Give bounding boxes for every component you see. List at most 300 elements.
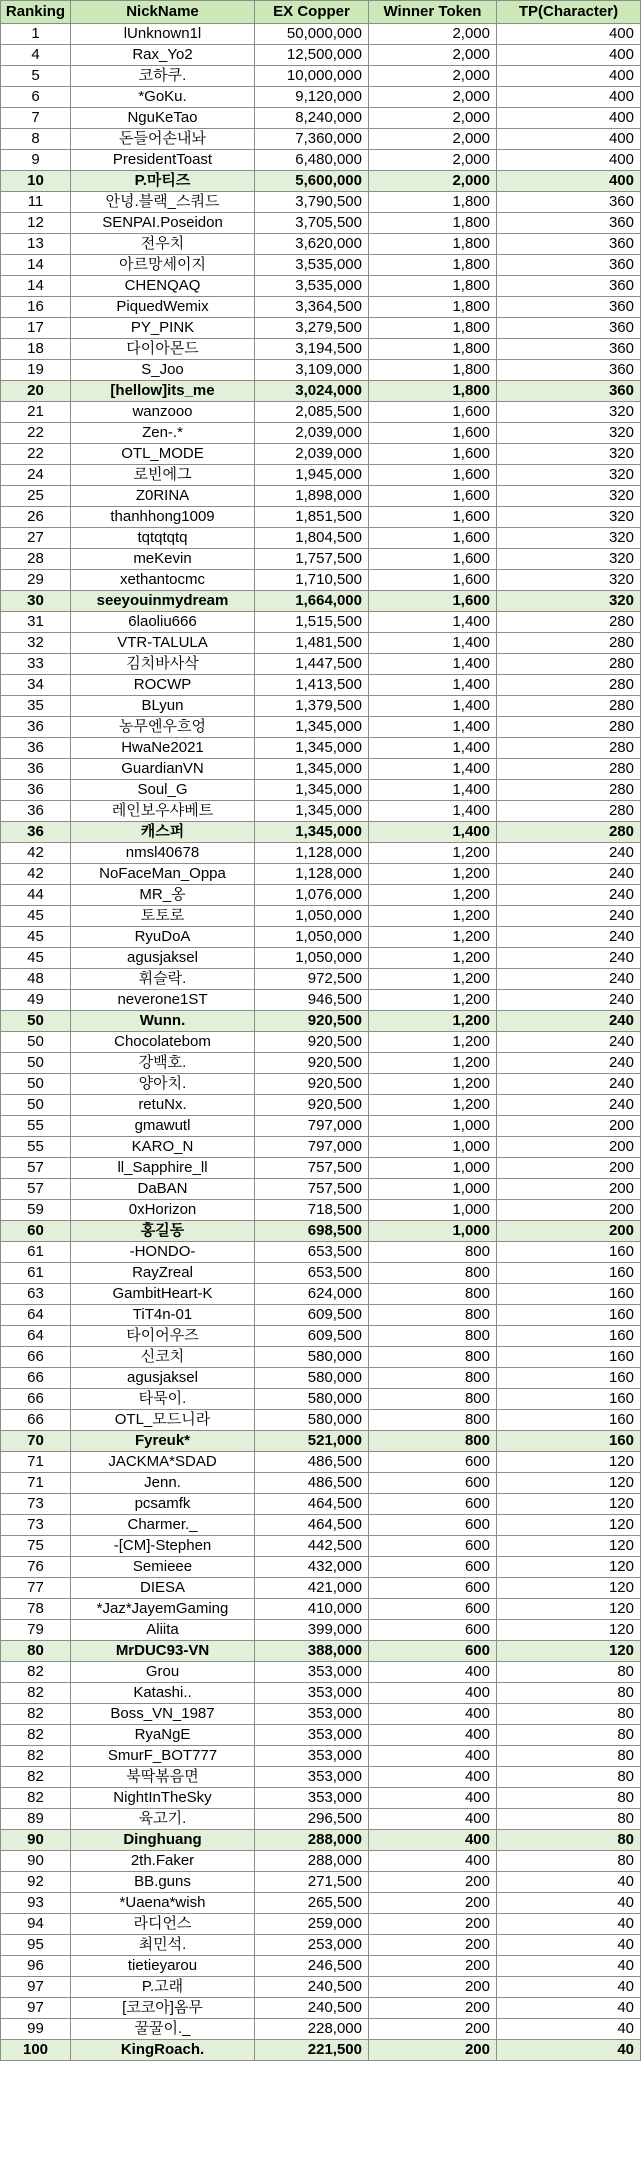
table-row xyxy=(1,171,641,192)
ranking-cell: 9 xyxy=(1,150,71,171)
tp-character-cell: 280 xyxy=(497,717,641,738)
tp-character-cell: 240 xyxy=(497,1074,641,1095)
tp-character-cell: 360 xyxy=(497,360,641,381)
table-row xyxy=(1,1095,641,1116)
ex-copper-cell: 653,500 xyxy=(255,1263,369,1284)
table-row xyxy=(1,1221,641,1242)
nickname-cell: meKevin xyxy=(71,549,255,570)
nickname-cell: seeyouinmydream xyxy=(71,591,255,612)
table-row xyxy=(1,864,641,885)
winner-token-cell: 200 xyxy=(369,1893,497,1914)
ex-copper-cell: 240,500 xyxy=(255,1998,369,2019)
table-row xyxy=(1,969,641,990)
ex-copper-cell: 399,000 xyxy=(255,1620,369,1641)
tp-character-cell: 80 xyxy=(497,1809,641,1830)
tp-character-cell: 400 xyxy=(497,129,641,150)
table-row xyxy=(1,1956,641,1977)
tp-character-cell: 360 xyxy=(497,213,641,234)
ex-copper-cell: 920,500 xyxy=(255,1011,369,1032)
winner-token-cell: 400 xyxy=(369,1788,497,1809)
winner-token-cell: 1,000 xyxy=(369,1158,497,1179)
winner-token-cell: 600 xyxy=(369,1641,497,1662)
ex-copper-cell: 1,804,500 xyxy=(255,528,369,549)
ranking-cell: 70 xyxy=(1,1431,71,1452)
ranking-cell: 99 xyxy=(1,2019,71,2040)
ranking-cell: 60 xyxy=(1,1221,71,1242)
tp-character-cell: 360 xyxy=(497,234,641,255)
winner-token-cell: 200 xyxy=(369,1977,497,1998)
nickname-cell: HwaNe2021 xyxy=(71,738,255,759)
tp-character-cell: 320 xyxy=(497,486,641,507)
tp-character-cell: 400 xyxy=(497,150,641,171)
winner-token-cell: 1,600 xyxy=(369,444,497,465)
nickname-cell: OTL_모드니라 xyxy=(71,1410,255,1431)
tp-character-cell: 280 xyxy=(497,696,641,717)
nickname-cell: OTL_MODE xyxy=(71,444,255,465)
tp-character-cell: 280 xyxy=(497,801,641,822)
table-row xyxy=(1,1935,641,1956)
ranking-cell: 16 xyxy=(1,297,71,318)
ex-copper-cell: 3,620,000 xyxy=(255,234,369,255)
nickname-cell: 레인보우샤베트 xyxy=(71,801,255,822)
table-row xyxy=(1,2040,641,2061)
ex-copper-cell: 9,120,000 xyxy=(255,87,369,108)
ex-copper-cell: 3,790,500 xyxy=(255,192,369,213)
nickname-cell: MR_옹 xyxy=(71,885,255,906)
nickname-cell: pcsamfk xyxy=(71,1494,255,1515)
table-row xyxy=(1,1578,641,1599)
table-row xyxy=(1,234,641,255)
ex-copper-cell: 353,000 xyxy=(255,1788,369,1809)
tp-character-cell: 80 xyxy=(497,1725,641,1746)
winner-token-cell: 1,200 xyxy=(369,990,497,1011)
nickname-cell: Dinghuang xyxy=(71,1830,255,1851)
ranking-cell: 45 xyxy=(1,948,71,969)
ranking-cell: 82 xyxy=(1,1725,71,1746)
header-row xyxy=(1,1,641,24)
table-row xyxy=(1,906,641,927)
ranking-cell: 96 xyxy=(1,1956,71,1977)
winner-token-cell: 2,000 xyxy=(369,45,497,66)
tp-character-cell: 160 xyxy=(497,1284,641,1305)
winner-token-cell: 400 xyxy=(369,1830,497,1851)
ranking-cell: 27 xyxy=(1,528,71,549)
nickname-cell: Z0RINA xyxy=(71,486,255,507)
table-row xyxy=(1,1977,641,1998)
nickname-cell: Aliita xyxy=(71,1620,255,1641)
ranking-cell: 22 xyxy=(1,444,71,465)
nickname-cell: agusjaksel xyxy=(71,1368,255,1389)
nickname-cell: 강백호. xyxy=(71,1053,255,1074)
ex-copper-cell: 757,500 xyxy=(255,1158,369,1179)
ranking-cell: 82 xyxy=(1,1704,71,1725)
winner-token-cell: 1,600 xyxy=(369,423,497,444)
tp-character-cell: 40 xyxy=(497,1872,641,1893)
ranking-cell: 79 xyxy=(1,1620,71,1641)
ranking-cell: 36 xyxy=(1,780,71,801)
winner-token-cell: 1,000 xyxy=(369,1116,497,1137)
nickname-cell: Chocolatebom xyxy=(71,1032,255,1053)
table-row xyxy=(1,213,641,234)
ex-copper-cell: 972,500 xyxy=(255,969,369,990)
winner-token-cell: 1,400 xyxy=(369,738,497,759)
winner-token-cell: 800 xyxy=(369,1347,497,1368)
tp-character-cell: 160 xyxy=(497,1305,641,1326)
ex-copper-cell: 12,500,000 xyxy=(255,45,369,66)
table-row xyxy=(1,528,641,549)
winner-token-cell: 1,000 xyxy=(369,1179,497,1200)
tp-character-cell: 320 xyxy=(497,465,641,486)
ex-copper-cell: 1,945,000 xyxy=(255,465,369,486)
nickname-cell: Katashi.. xyxy=(71,1683,255,1704)
table-row xyxy=(1,843,641,864)
ranking-cell: 90 xyxy=(1,1830,71,1851)
ex-copper-cell: 353,000 xyxy=(255,1662,369,1683)
tp-character-cell: 240 xyxy=(497,990,641,1011)
table-row xyxy=(1,1599,641,1620)
ex-copper-cell: 609,500 xyxy=(255,1326,369,1347)
nickname-cell: 돈들어손내놔 xyxy=(71,129,255,150)
ranking-cell: 63 xyxy=(1,1284,71,1305)
winner-token-cell: 1,600 xyxy=(369,465,497,486)
ranking-cell: 10 xyxy=(1,171,71,192)
tp-character-cell: 40 xyxy=(497,1998,641,2019)
table-row xyxy=(1,1326,641,1347)
nickname-cell: KingRoach. xyxy=(71,2040,255,2061)
nickname-cell: 꿀꿀이._ xyxy=(71,2019,255,2040)
winner-token-cell: 2,000 xyxy=(369,87,497,108)
tp-character-cell: 400 xyxy=(497,108,641,129)
ex-copper-cell: 1,710,500 xyxy=(255,570,369,591)
tp-character-cell: 80 xyxy=(497,1662,641,1683)
winner-token-cell: 1,000 xyxy=(369,1200,497,1221)
ranking-cell: 93 xyxy=(1,1893,71,1914)
winner-token-cell: 1,600 xyxy=(369,528,497,549)
winner-token-cell: 1,400 xyxy=(369,780,497,801)
tp-character-cell: 400 xyxy=(497,24,641,45)
tp-character-cell: 280 xyxy=(497,738,641,759)
ranking-cell: 24 xyxy=(1,465,71,486)
table-row xyxy=(1,570,641,591)
tp-character-cell: 360 xyxy=(497,297,641,318)
winner-token-cell: 1,800 xyxy=(369,381,497,402)
tp-character-cell: 360 xyxy=(497,381,641,402)
tp-character-cell: 280 xyxy=(497,612,641,633)
ranking-cell: 82 xyxy=(1,1662,71,1683)
winner-token-cell: 1,800 xyxy=(369,318,497,339)
nickname-cell: Fyreuk* xyxy=(71,1431,255,1452)
nickname-cell: PiquedWemix xyxy=(71,297,255,318)
ranking-cell: 17 xyxy=(1,318,71,339)
table-row xyxy=(1,1620,641,1641)
winner-token-cell: 400 xyxy=(369,1767,497,1788)
tp-character-cell: 120 xyxy=(497,1599,641,1620)
table-row xyxy=(1,192,641,213)
tp-character-cell: 200 xyxy=(497,1179,641,1200)
ranking-cell: 20 xyxy=(1,381,71,402)
nickname-cell: gmawutl xyxy=(71,1116,255,1137)
ranking-cell: 66 xyxy=(1,1368,71,1389)
nickname-cell: P.고래 xyxy=(71,1977,255,1998)
tp-character-cell: 160 xyxy=(497,1326,641,1347)
ex-copper-cell: 3,024,000 xyxy=(255,381,369,402)
nickname-cell: nmsl40678 xyxy=(71,843,255,864)
table-row xyxy=(1,1179,641,1200)
nickname-cell: 홍길동 xyxy=(71,1221,255,1242)
ranking-cell: 61 xyxy=(1,1242,71,1263)
tp-character-cell: 160 xyxy=(497,1410,641,1431)
table-row xyxy=(1,444,641,465)
ex-copper-cell: 2,039,000 xyxy=(255,423,369,444)
ranking-cell: 50 xyxy=(1,1032,71,1053)
ranking-cell: 21 xyxy=(1,402,71,423)
ex-copper-cell: 3,194,500 xyxy=(255,339,369,360)
table-row xyxy=(1,1389,641,1410)
ranking-cell: 35 xyxy=(1,696,71,717)
tp-character-cell: 240 xyxy=(497,927,641,948)
nickname-cell: SmurF_BOT777 xyxy=(71,1746,255,1767)
nickname-cell: S_Joo xyxy=(71,360,255,381)
ranking-cell: 31 xyxy=(1,612,71,633)
ranking-cell: 14 xyxy=(1,276,71,297)
nickname-cell: MrDUC93-VN xyxy=(71,1641,255,1662)
ex-copper-cell: 1,050,000 xyxy=(255,927,369,948)
ranking-cell: 36 xyxy=(1,738,71,759)
ex-copper-cell: 221,500 xyxy=(255,2040,369,2061)
winner-token-cell: 1,600 xyxy=(369,402,497,423)
nickname-cell: BLyun xyxy=(71,696,255,717)
nickname-cell: Charmer._ xyxy=(71,1515,255,1536)
ranking-cell: 50 xyxy=(1,1095,71,1116)
table-row xyxy=(1,549,641,570)
nickname-cell: NguKeTao xyxy=(71,108,255,129)
winner-token-cell: 800 xyxy=(369,1389,497,1410)
tp-character-cell: 120 xyxy=(497,1452,641,1473)
winner-token-cell: 1,800 xyxy=(369,276,497,297)
table-row xyxy=(1,759,641,780)
winner-token-cell: 200 xyxy=(369,1935,497,1956)
ranking-cell: 29 xyxy=(1,570,71,591)
nickname-cell: *Uaena*wish xyxy=(71,1893,255,1914)
ex-copper-cell: 2,085,500 xyxy=(255,402,369,423)
nickname-cell: 다이아몬드 xyxy=(71,339,255,360)
winner-token-cell: 1,200 xyxy=(369,885,497,906)
nickname-cell: 휘슬락. xyxy=(71,969,255,990)
nickname-cell: Semieee xyxy=(71,1557,255,1578)
tp-character-cell: 280 xyxy=(497,675,641,696)
table-row xyxy=(1,1032,641,1053)
ex-copper-cell: 920,500 xyxy=(255,1032,369,1053)
ranking-cell: 13 xyxy=(1,234,71,255)
winner-token-cell: 800 xyxy=(369,1263,497,1284)
ranking-cell: 97 xyxy=(1,1977,71,1998)
table-row xyxy=(1,1368,641,1389)
winner-token-cell: 1,600 xyxy=(369,591,497,612)
table-row xyxy=(1,948,641,969)
nickname-cell: KARO_N xyxy=(71,1137,255,1158)
winner-token-cell: 600 xyxy=(369,1536,497,1557)
ex-copper-cell: 8,240,000 xyxy=(255,108,369,129)
ex-copper-cell: 920,500 xyxy=(255,1074,369,1095)
nickname-cell: 캐스퍼 xyxy=(71,822,255,843)
ex-copper-cell: 1,076,000 xyxy=(255,885,369,906)
ex-copper-cell: 3,535,000 xyxy=(255,255,369,276)
tp-character-cell: 80 xyxy=(497,1851,641,1872)
ranking-cell: 26 xyxy=(1,507,71,528)
ex-copper-cell: 288,000 xyxy=(255,1830,369,1851)
winner-token-cell: 1,200 xyxy=(369,1074,497,1095)
tp-character-cell: 240 xyxy=(497,864,641,885)
table-row xyxy=(1,1431,641,1452)
header-tp-character: TP(Character) xyxy=(497,1,641,24)
ranking-cell: 30 xyxy=(1,591,71,612)
nickname-cell: 아르망세이지 xyxy=(71,255,255,276)
ranking-cell: 50 xyxy=(1,1053,71,1074)
ranking-cell: 7 xyxy=(1,108,71,129)
ranking-cell: 71 xyxy=(1,1473,71,1494)
ex-copper-cell: 3,279,500 xyxy=(255,318,369,339)
table-row xyxy=(1,1851,641,1872)
tp-character-cell: 280 xyxy=(497,822,641,843)
ranking-cell: 82 xyxy=(1,1788,71,1809)
ranking-cell: 100 xyxy=(1,2040,71,2061)
nickname-cell: PY_PINK xyxy=(71,318,255,339)
ranking-cell: 4 xyxy=(1,45,71,66)
winner-token-cell: 1,200 xyxy=(369,969,497,990)
tp-character-cell: 280 xyxy=(497,780,641,801)
table-row xyxy=(1,45,641,66)
ex-copper-cell: 1,345,000 xyxy=(255,717,369,738)
tp-character-cell: 160 xyxy=(497,1347,641,1368)
winner-token-cell: 1,200 xyxy=(369,948,497,969)
table-row xyxy=(1,1914,641,1935)
ranking-cell: 92 xyxy=(1,1872,71,1893)
table-row xyxy=(1,633,641,654)
ex-copper-cell: 1,345,000 xyxy=(255,759,369,780)
ranking-cell: 44 xyxy=(1,885,71,906)
winner-token-cell: 1,200 xyxy=(369,1053,497,1074)
tp-character-cell: 320 xyxy=(497,402,641,423)
tp-character-cell: 240 xyxy=(497,1053,641,1074)
ranking-cell: 8 xyxy=(1,129,71,150)
table-row xyxy=(1,360,641,381)
ranking-cell: 95 xyxy=(1,1935,71,1956)
tp-character-cell: 40 xyxy=(497,1935,641,1956)
nickname-cell: Jenn. xyxy=(71,1473,255,1494)
ex-copper-cell: 1,345,000 xyxy=(255,780,369,801)
ex-copper-cell: 580,000 xyxy=(255,1368,369,1389)
nickname-cell: 6laoliu666 xyxy=(71,612,255,633)
ranking-cell: 66 xyxy=(1,1347,71,1368)
ex-copper-cell: 421,000 xyxy=(255,1578,369,1599)
tp-character-cell: 40 xyxy=(497,1956,641,1977)
table-row xyxy=(1,696,641,717)
table-row xyxy=(1,780,641,801)
winner-token-cell: 400 xyxy=(369,1725,497,1746)
table-row xyxy=(1,927,641,948)
table-row xyxy=(1,1893,641,1914)
ex-copper-cell: 1,515,500 xyxy=(255,612,369,633)
ex-copper-cell: 464,500 xyxy=(255,1515,369,1536)
ex-copper-cell: 1,447,500 xyxy=(255,654,369,675)
tp-character-cell: 360 xyxy=(497,318,641,339)
table-row xyxy=(1,66,641,87)
nickname-cell: DaBAN xyxy=(71,1179,255,1200)
tp-character-cell: 200 xyxy=(497,1158,641,1179)
tp-character-cell: 160 xyxy=(497,1242,641,1263)
nickname-cell: P.마티즈 xyxy=(71,171,255,192)
winner-token-cell: 1,200 xyxy=(369,843,497,864)
table-row xyxy=(1,1116,641,1137)
table-row xyxy=(1,1536,641,1557)
table-row xyxy=(1,2019,641,2040)
winner-token-cell: 800 xyxy=(369,1305,497,1326)
winner-token-cell: 1,400 xyxy=(369,759,497,780)
nickname-cell: 김치바사삭 xyxy=(71,654,255,675)
table-row xyxy=(1,1704,641,1725)
table-row xyxy=(1,24,641,45)
tp-character-cell: 320 xyxy=(497,444,641,465)
ex-copper-cell: 609,500 xyxy=(255,1305,369,1326)
table-row xyxy=(1,297,641,318)
tp-character-cell: 80 xyxy=(497,1788,641,1809)
ranking-cell: 22 xyxy=(1,423,71,444)
ex-copper-cell: 718,500 xyxy=(255,1200,369,1221)
tp-character-cell: 280 xyxy=(497,759,641,780)
ranking-cell: 89 xyxy=(1,1809,71,1830)
ranking-cell: 42 xyxy=(1,843,71,864)
nickname-cell: neverone1ST xyxy=(71,990,255,1011)
ranking-cell: 5 xyxy=(1,66,71,87)
ex-copper-cell: 353,000 xyxy=(255,1746,369,1767)
table-row xyxy=(1,465,641,486)
table-row xyxy=(1,318,641,339)
table-header xyxy=(1,1,641,24)
table-row xyxy=(1,1242,641,1263)
nickname-cell: NoFaceMan_Oppa xyxy=(71,864,255,885)
table-row xyxy=(1,612,641,633)
winner-token-cell: 600 xyxy=(369,1557,497,1578)
winner-token-cell: 1,600 xyxy=(369,486,497,507)
winner-token-cell: 1,800 xyxy=(369,255,497,276)
nickname-cell: 안녕.블랙_스쿼드 xyxy=(71,192,255,213)
ex-copper-cell: 265,500 xyxy=(255,1893,369,1914)
table-row xyxy=(1,717,641,738)
ex-copper-cell: 946,500 xyxy=(255,990,369,1011)
ex-copper-cell: 698,500 xyxy=(255,1221,369,1242)
ranking-cell: 12 xyxy=(1,213,71,234)
winner-token-cell: 2,000 xyxy=(369,129,497,150)
nickname-cell: *GoKu. xyxy=(71,87,255,108)
ranking-cell: 64 xyxy=(1,1326,71,1347)
ex-copper-cell: 521,000 xyxy=(255,1431,369,1452)
winner-token-cell: 1,400 xyxy=(369,801,497,822)
ranking-cell: 78 xyxy=(1,1599,71,1620)
ex-copper-cell: 2,039,000 xyxy=(255,444,369,465)
winner-token-cell: 200 xyxy=(369,1872,497,1893)
table-row xyxy=(1,1515,641,1536)
ranking-cell: 57 xyxy=(1,1158,71,1179)
winner-token-cell: 400 xyxy=(369,1662,497,1683)
ex-copper-cell: 1,481,500 xyxy=(255,633,369,654)
ranking-cell: 66 xyxy=(1,1410,71,1431)
winner-token-cell: 1,200 xyxy=(369,1011,497,1032)
table-body xyxy=(1,24,641,2061)
nickname-cell: 0xHorizon xyxy=(71,1200,255,1221)
ex-copper-cell: 353,000 xyxy=(255,1725,369,1746)
nickname-cell: [hellow]its_me xyxy=(71,381,255,402)
header-nickname: NickName xyxy=(71,1,255,24)
